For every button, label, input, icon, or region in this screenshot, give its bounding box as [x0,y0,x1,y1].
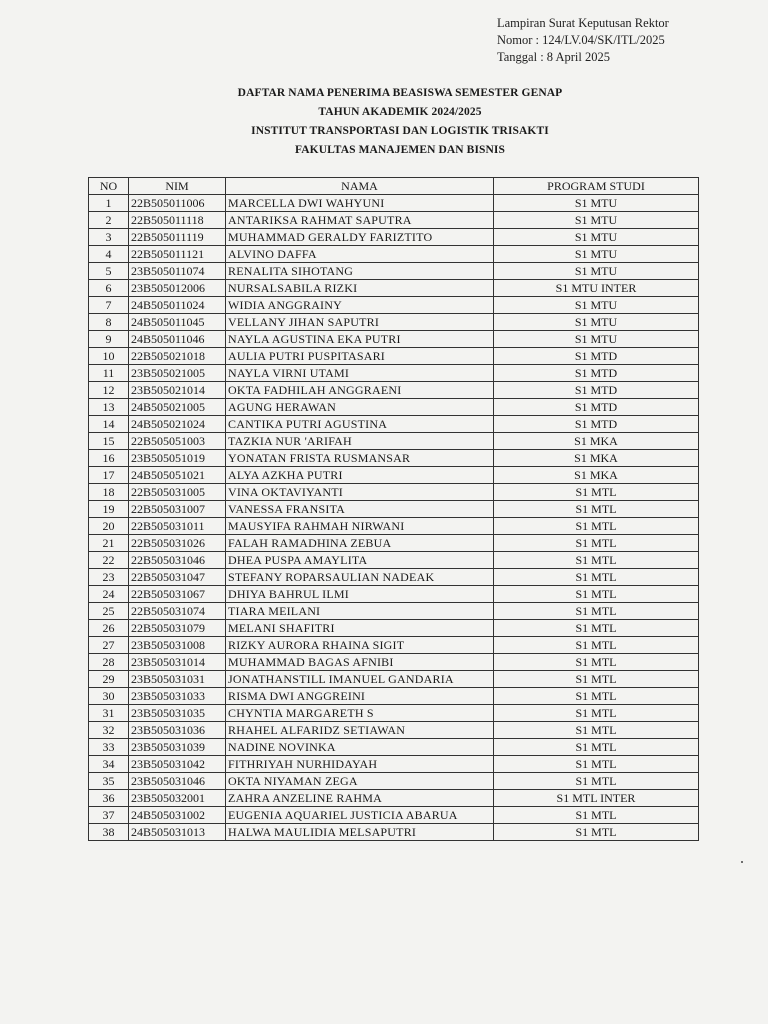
table-row [89,280,699,297]
cell-nama: TAZKIA NUR 'ARIFAH [226,433,494,450]
cell-nama: ALYA AZKHA PUTRI [226,467,494,484]
cell-program-studi: S1 MTD [494,399,699,416]
cell-program-studi: S1 MTL [494,637,699,654]
table-row [89,348,699,365]
cell-no: 29 [89,671,129,688]
cell-no: 17 [89,467,129,484]
cell-nama: VELLANY JIHAN SAPUTRI [226,314,494,331]
heading-title: DAFTAR NAMA PENERIMA BEASISWA SEMESTER GENAP [237,87,563,99]
cell-nim: 22B505031011 [129,518,226,535]
cell-nim: 22B505011118 [129,212,226,229]
cell-nim: 22B505011121 [129,246,226,263]
cell-no: 14 [89,416,129,433]
cell-program-studi: S1 MKA [494,467,699,484]
cell-program-studi: S1 MTL [494,824,699,841]
cell-nama: MAUSYIFA RAHMAH NIRWANI [226,518,494,535]
table-row [89,586,699,603]
cell-program-studi: S1 MTL [494,552,699,569]
cell-nim: 24B505011046 [129,331,226,348]
header-nama: NAMA [226,178,494,195]
table-header-row [89,178,699,195]
table-row [89,654,699,671]
cell-no: 7 [89,297,129,314]
cell-nama: JONATHANSTILL IMANUEL GANDARIA [226,671,494,688]
cell-no: 3 [89,229,129,246]
cell-nim: 23B505031031 [129,671,226,688]
cell-nim: 22B505011006 [129,195,226,212]
cell-no: 23 [89,569,129,586]
table-row [89,229,699,246]
cell-nim: 24B505051021 [129,467,226,484]
cell-nim: 23B505032001 [129,790,226,807]
cell-nama: ALVINO DAFFA [226,246,494,263]
table-row [89,807,699,824]
cell-nama: MELANI SHAFITRI [226,620,494,637]
cell-nim: 24B505021005 [129,399,226,416]
cell-no: 18 [89,484,129,501]
table-row [89,552,699,569]
cell-program-studi: S1 MTL [494,569,699,586]
table-row [89,671,699,688]
cell-no: 12 [89,382,129,399]
cell-nim: 24B505011045 [129,314,226,331]
table-row [89,722,699,739]
cell-nim: 23B505031008 [129,637,226,654]
cell-nim: 23B505031036 [129,722,226,739]
cell-nim: 24B505031002 [129,807,226,824]
cell-nama: STEFANY ROPARSAULIAN NADEAK [226,569,494,586]
cell-no: 2 [89,212,129,229]
cell-nama: MUHAMMAD GERALDY FARIZTITO [226,229,494,246]
cell-nim: 23B505051019 [129,450,226,467]
cell-program-studi: S1 MTL [494,484,699,501]
cell-no: 9 [89,331,129,348]
cell-program-studi: S1 MTL [494,535,699,552]
table-row [89,467,699,484]
header-nim: NIM [129,178,226,195]
table-row [89,212,699,229]
table-row [89,603,699,620]
cell-no: 35 [89,773,129,790]
table-row [89,518,699,535]
document-heading [0,84,768,160]
cell-program-studi: S1 MTU [494,229,699,246]
cell-no: 21 [89,535,129,552]
header-no: NO [89,178,129,195]
cell-nim: 22B505031067 [129,586,226,603]
cell-nim: 22B505031046 [129,552,226,569]
table-row [89,314,699,331]
cell-nama: CANTIKA PUTRI AGUSTINA [226,416,494,433]
cell-no: 8 [89,314,129,331]
cell-nama: RENALITA SIHOTANG [226,263,494,280]
cell-no: 30 [89,688,129,705]
cell-program-studi: S1 MTL [494,654,699,671]
scholarship-recipients-table [88,177,699,841]
cell-program-studi: S1 MTL INTER [494,790,699,807]
table-row [89,637,699,654]
table-row [89,501,699,518]
table-row [89,246,699,263]
cell-nim: 24B505031013 [129,824,226,841]
header-program-studi: PROGRAM STUDI [494,178,699,195]
table-row [89,773,699,790]
cell-program-studi: S1 MTL [494,807,699,824]
cell-no: 19 [89,501,129,518]
cell-program-studi: S1 MTL [494,756,699,773]
cell-nim: 22B505011119 [129,229,226,246]
cell-program-studi: S1 MTL [494,603,699,620]
cell-program-studi: S1 MTU [494,331,699,348]
cell-program-studi: S1 MTL [494,688,699,705]
cell-nim: 22B505031047 [129,569,226,586]
cell-no: 11 [89,365,129,382]
cell-nama: RHAHEL ALFARIDZ SETIAWAN [226,722,494,739]
table-row [89,416,699,433]
cell-nama: CHYNTIA MARGARETH S [226,705,494,722]
cell-nim: 23B505031046 [129,773,226,790]
cell-program-studi: S1 MTL [494,586,699,603]
cell-nim: 23B505031033 [129,688,226,705]
table-row [89,365,699,382]
cell-nim: 22B505031026 [129,535,226,552]
cell-program-studi: S1 MKA [494,450,699,467]
cell-nama: ZAHRA ANZELINE RAHMA [226,790,494,807]
cell-program-studi: S1 MTU [494,212,699,229]
reference-number: Nomor : 124/LV.04/SK/ITL/2025 [497,33,665,47]
table-row [89,195,699,212]
cell-nama: FITHRIYAH NURHIDAYAH [226,756,494,773]
cell-no: 22 [89,552,129,569]
cell-nim: 22B505031079 [129,620,226,637]
table-row [89,331,699,348]
cell-no: 16 [89,450,129,467]
cell-nama: VANESSA FRANSITA [226,501,494,518]
table-row [89,739,699,756]
cell-nama: RISMA DWI ANGGREINI [226,688,494,705]
cell-nama: AGUNG HERAWAN [226,399,494,416]
cell-no: 10 [89,348,129,365]
cell-no: 38 [89,824,129,841]
cell-nim: 23B505031039 [129,739,226,756]
cell-program-studi: S1 MTL [494,722,699,739]
cell-nim: 23B505031014 [129,654,226,671]
table-row [89,297,699,314]
cell-nim: 23B505021005 [129,365,226,382]
cell-nama: DHEA PUSPA AMAYLITA [226,552,494,569]
cell-nama: RIZKY AURORA RHAINA SIGIT [226,637,494,654]
table-row [89,688,699,705]
cell-program-studi: S1 MTU [494,314,699,331]
table-body [89,195,699,841]
reference-title: Lampiran Surat Keputusan Rektor [497,16,669,30]
cell-no: 15 [89,433,129,450]
cell-program-studi: S1 MTU [494,297,699,314]
cell-program-studi: S1 MTL [494,773,699,790]
cell-nama: OKTA FADHILAH ANGGRAENI [226,382,494,399]
cell-nama: NURSALSABILA RIZKI [226,280,494,297]
cell-program-studi: S1 MTL [494,671,699,688]
cell-nama: WIDIA ANGGRAINY [226,297,494,314]
cell-no: 26 [89,620,129,637]
cell-nim: 24B505021024 [129,416,226,433]
cell-nim: 24B505011024 [129,297,226,314]
cell-nim: 22B505031074 [129,603,226,620]
table-row [89,705,699,722]
cell-program-studi: S1 MTL [494,705,699,722]
cell-program-studi: S1 MTL [494,518,699,535]
cell-nama: YONATAN FRISTA RUSMANSAR [226,450,494,467]
table-row [89,756,699,773]
cell-nim: 22B505021018 [129,348,226,365]
cell-nama: MARCELLA DWI WAHYUNI [226,195,494,212]
cell-nama: ANTARIKSA RAHMAT SAPUTRA [226,212,494,229]
cell-no: 32 [89,722,129,739]
cell-nama: NAYLA VIRNI UTAMI [226,365,494,382]
cell-nim: 23B505031042 [129,756,226,773]
cell-program-studi: S1 MTD [494,382,699,399]
heading-faculty: FAKULTAS MANAJEMEN DAN BISNIS [294,144,506,156]
cell-no: 24 [89,586,129,603]
cell-no: 4 [89,246,129,263]
cell-nama: AULIA PUTRI PUSPITASARI [226,348,494,365]
table-row [89,569,699,586]
cell-program-studi: S1 MTD [494,365,699,382]
cell-nim: 23B505012006 [129,280,226,297]
scan-speck [741,861,743,863]
cell-program-studi: S1 MTD [494,348,699,365]
cell-program-studi: S1 MKA [494,433,699,450]
cell-no: 37 [89,807,129,824]
cell-program-studi: S1 MTL [494,739,699,756]
reference-date: Tanggal : 8 April 2025 [497,50,611,64]
cell-nama: TIARA MEILANI [226,603,494,620]
cell-program-studi: S1 MTL [494,620,699,637]
cell-no: 28 [89,654,129,671]
cell-nim: 23B505031035 [129,705,226,722]
decree-reference [497,15,669,66]
heading-academic-year: TAHUN AKADEMIK 2024/2025 [318,106,482,118]
cell-nama: VINA OKTAVIYANTI [226,484,494,501]
table-row [89,484,699,501]
cell-program-studi: S1 MTU [494,246,699,263]
cell-nim: 22B505031007 [129,501,226,518]
cell-no: 1 [89,195,129,212]
table-row [89,620,699,637]
cell-no: 27 [89,637,129,654]
table-row [89,382,699,399]
table-row [89,433,699,450]
cell-nama: MUHAMMAD BAGAS AFNIBI [226,654,494,671]
cell-no: 25 [89,603,129,620]
cell-nim: 23B505011074 [129,263,226,280]
cell-nama: NADINE NOVINKA [226,739,494,756]
cell-no: 33 [89,739,129,756]
cell-no: 13 [89,399,129,416]
cell-program-studi: S1 MTU [494,195,699,212]
heading-institute: INSTITUT TRANSPORTASI DAN LOGISTIK TRISAKTI [251,125,549,137]
table-row [89,399,699,416]
cell-nim: 22B505031005 [129,484,226,501]
cell-program-studi: S1 MTU [494,263,699,280]
table-row [89,824,699,841]
cell-no: 20 [89,518,129,535]
cell-nama: FALAH RAMADHINA ZEBUA [226,535,494,552]
cell-no: 34 [89,756,129,773]
cell-nama: HALWA MAULIDIA MELSAPUTRI [226,824,494,841]
cell-program-studi: S1 MTL [494,501,699,518]
cell-nama: NAYLA AGUSTINA EKA PUTRI [226,331,494,348]
table-row [89,790,699,807]
cell-no: 31 [89,705,129,722]
cell-nama: OKTA NIYAMAN ZEGA [226,773,494,790]
cell-nama: DHIYA BAHRUL ILMI [226,586,494,603]
cell-nama: EUGENIA AQUARIEL JUSTICIA ABARUA [226,807,494,824]
cell-no: 36 [89,790,129,807]
cell-no: 6 [89,280,129,297]
table-row [89,450,699,467]
table-row [89,263,699,280]
table-row [89,535,699,552]
cell-program-studi: S1 MTD [494,416,699,433]
cell-nim: 22B505051003 [129,433,226,450]
cell-no: 5 [89,263,129,280]
cell-program-studi: S1 MTU INTER [494,280,699,297]
cell-nim: 23B505021014 [129,382,226,399]
